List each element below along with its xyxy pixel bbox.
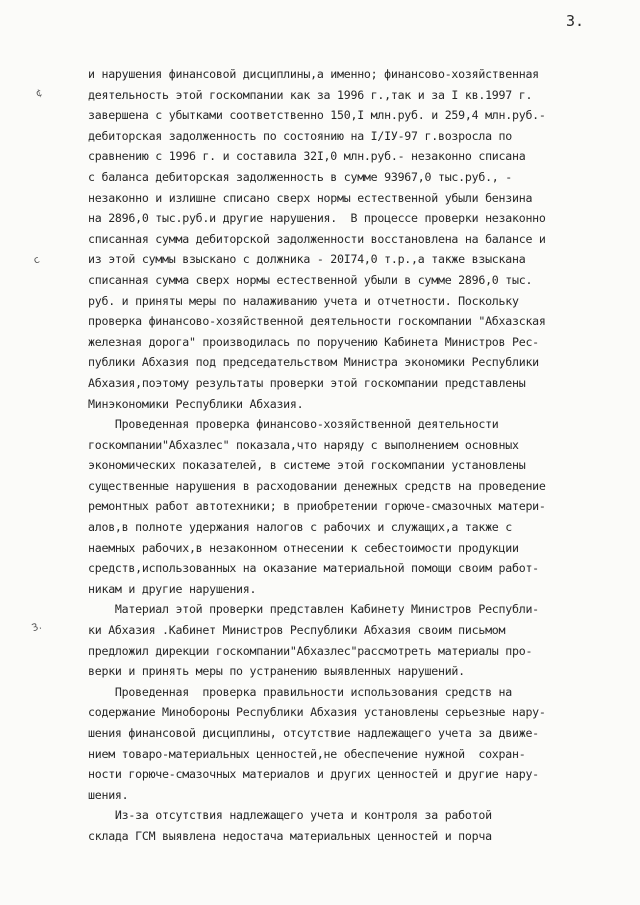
text-line: никам и другие нарушения. [88,581,257,596]
text-line: ремонтных работ автотехники; в приобретении горюче-смазочных матери- [88,499,546,514]
margin-mark-lower: 3. [30,620,44,635]
text-line: списанная сумма сверх нормы естественной убыли в сумме 2896,0 тыс. [88,272,533,287]
text-line: публики Абхазия под председательством Министра экономики Республики [88,355,539,370]
text-line: алов,в полноте удержания налогов с рабочих и служащих,а также с [88,520,512,535]
text-line: дебиторская задолженность по состоянию на I/IУ-97 г.возросла по [88,128,512,143]
text-line: руб. и приняты меры по налаживанию учета и отчетности. Поскольку [88,293,519,308]
text-line: существенные нарушения в расходовании денежных средств на проведение [88,478,546,493]
margin-mark-middle: c [32,254,42,267]
text-line: проверка финансово-хозяйственной деятельности госкомпании "Абхазская [88,314,546,329]
text-line: сравнению с 1996 г. и составила 32I,0 млн.руб.- незаконно списана [88,149,526,164]
text-line: ности горюче-смазочных материалов и других ценностей и другие нару- [88,767,539,782]
text-line: с баланса дебиторская задолженность в сумме 93967,0 тыс.руб., - [88,169,512,184]
text-line: незаконно и излишне списано сверх нормы естественной убыли бензина [88,190,533,205]
text-line: склада ГСМ выявлена недостача материальных ценностей и порча [88,828,492,843]
text-line: средств,использованных на оказание материальной помощи своим работ- [88,561,539,576]
text-line: из этой суммы взыскано с должника - 20I74,0 т.р.,а также взыскана [88,252,526,267]
text-line: Проведенная проверка правильности использования средств на [88,684,512,699]
text-line: Абхазия,поэтому результаты проверки этой госкомпании представлены [88,375,526,390]
text-line: списанная сумма дебиторской задолженности восстановлена на балансе и [88,231,546,246]
text-line: шения финансовой дисциплины, отсутствие надлежащего учета за движе- [88,726,539,740]
body-text [88,64,633,847]
text-line: Из-за отсутствия надлежащего учета и контроля за работой [88,808,492,823]
text-line: предложил дирекции госкомпании"Абхазлес"рассмотреть материалы про- [88,643,533,658]
text-line: и нарушения финансовой дисциплины,а именно; финансово-хозяйственная [88,67,539,81]
text-line: на 2896,0 тыс.руб.и другие нарушения. В процессе проверки незаконно [88,211,546,226]
margin-mark-top: ¢ [34,87,45,100]
text-line: Материал этой проверки представлен Кабинету Министров Республи- [88,602,539,617]
text-line: Минэкономики Республики Абхазия. [88,396,304,411]
text-line: нием товаро-материальных ценностей,не обеспечение нужной сохран- [88,746,526,761]
text-line: железная дорога" производилась по поручению Кабинета Министров Рес- [88,334,539,349]
text-line: шения. [88,787,129,802]
text-line: верки и принять меры по устранению выявленных нарушений. [88,664,465,679]
text-line: Проведенная проверка финансово-хозяйственной деятельности [88,417,499,432]
text-line: ки Абхазия .Кабинет Министров Республики Абхазия своим письмом [88,623,506,638]
text-line: госкомпании"Абхазлес" показала,что наряду с выполнением основных [88,437,519,452]
text-line: экономических показателей, в системе этой госкомпании установлены [88,458,526,473]
text-line: завершена с убытками соответственно 150,I млн.руб. и 259,4 млн.руб.- [88,108,546,123]
text-line: наемных рабочих,в незаконном отнесении к себестоимости продукции [88,540,519,555]
page-number: 3. [566,12,585,30]
text-line: содержание Минобороны Республики Абхазия установлены серьезные нару- [88,705,546,720]
text-line: деятельность этой госкомпании как за 1996 г.,так и за I кв.1997 г. [88,87,533,102]
